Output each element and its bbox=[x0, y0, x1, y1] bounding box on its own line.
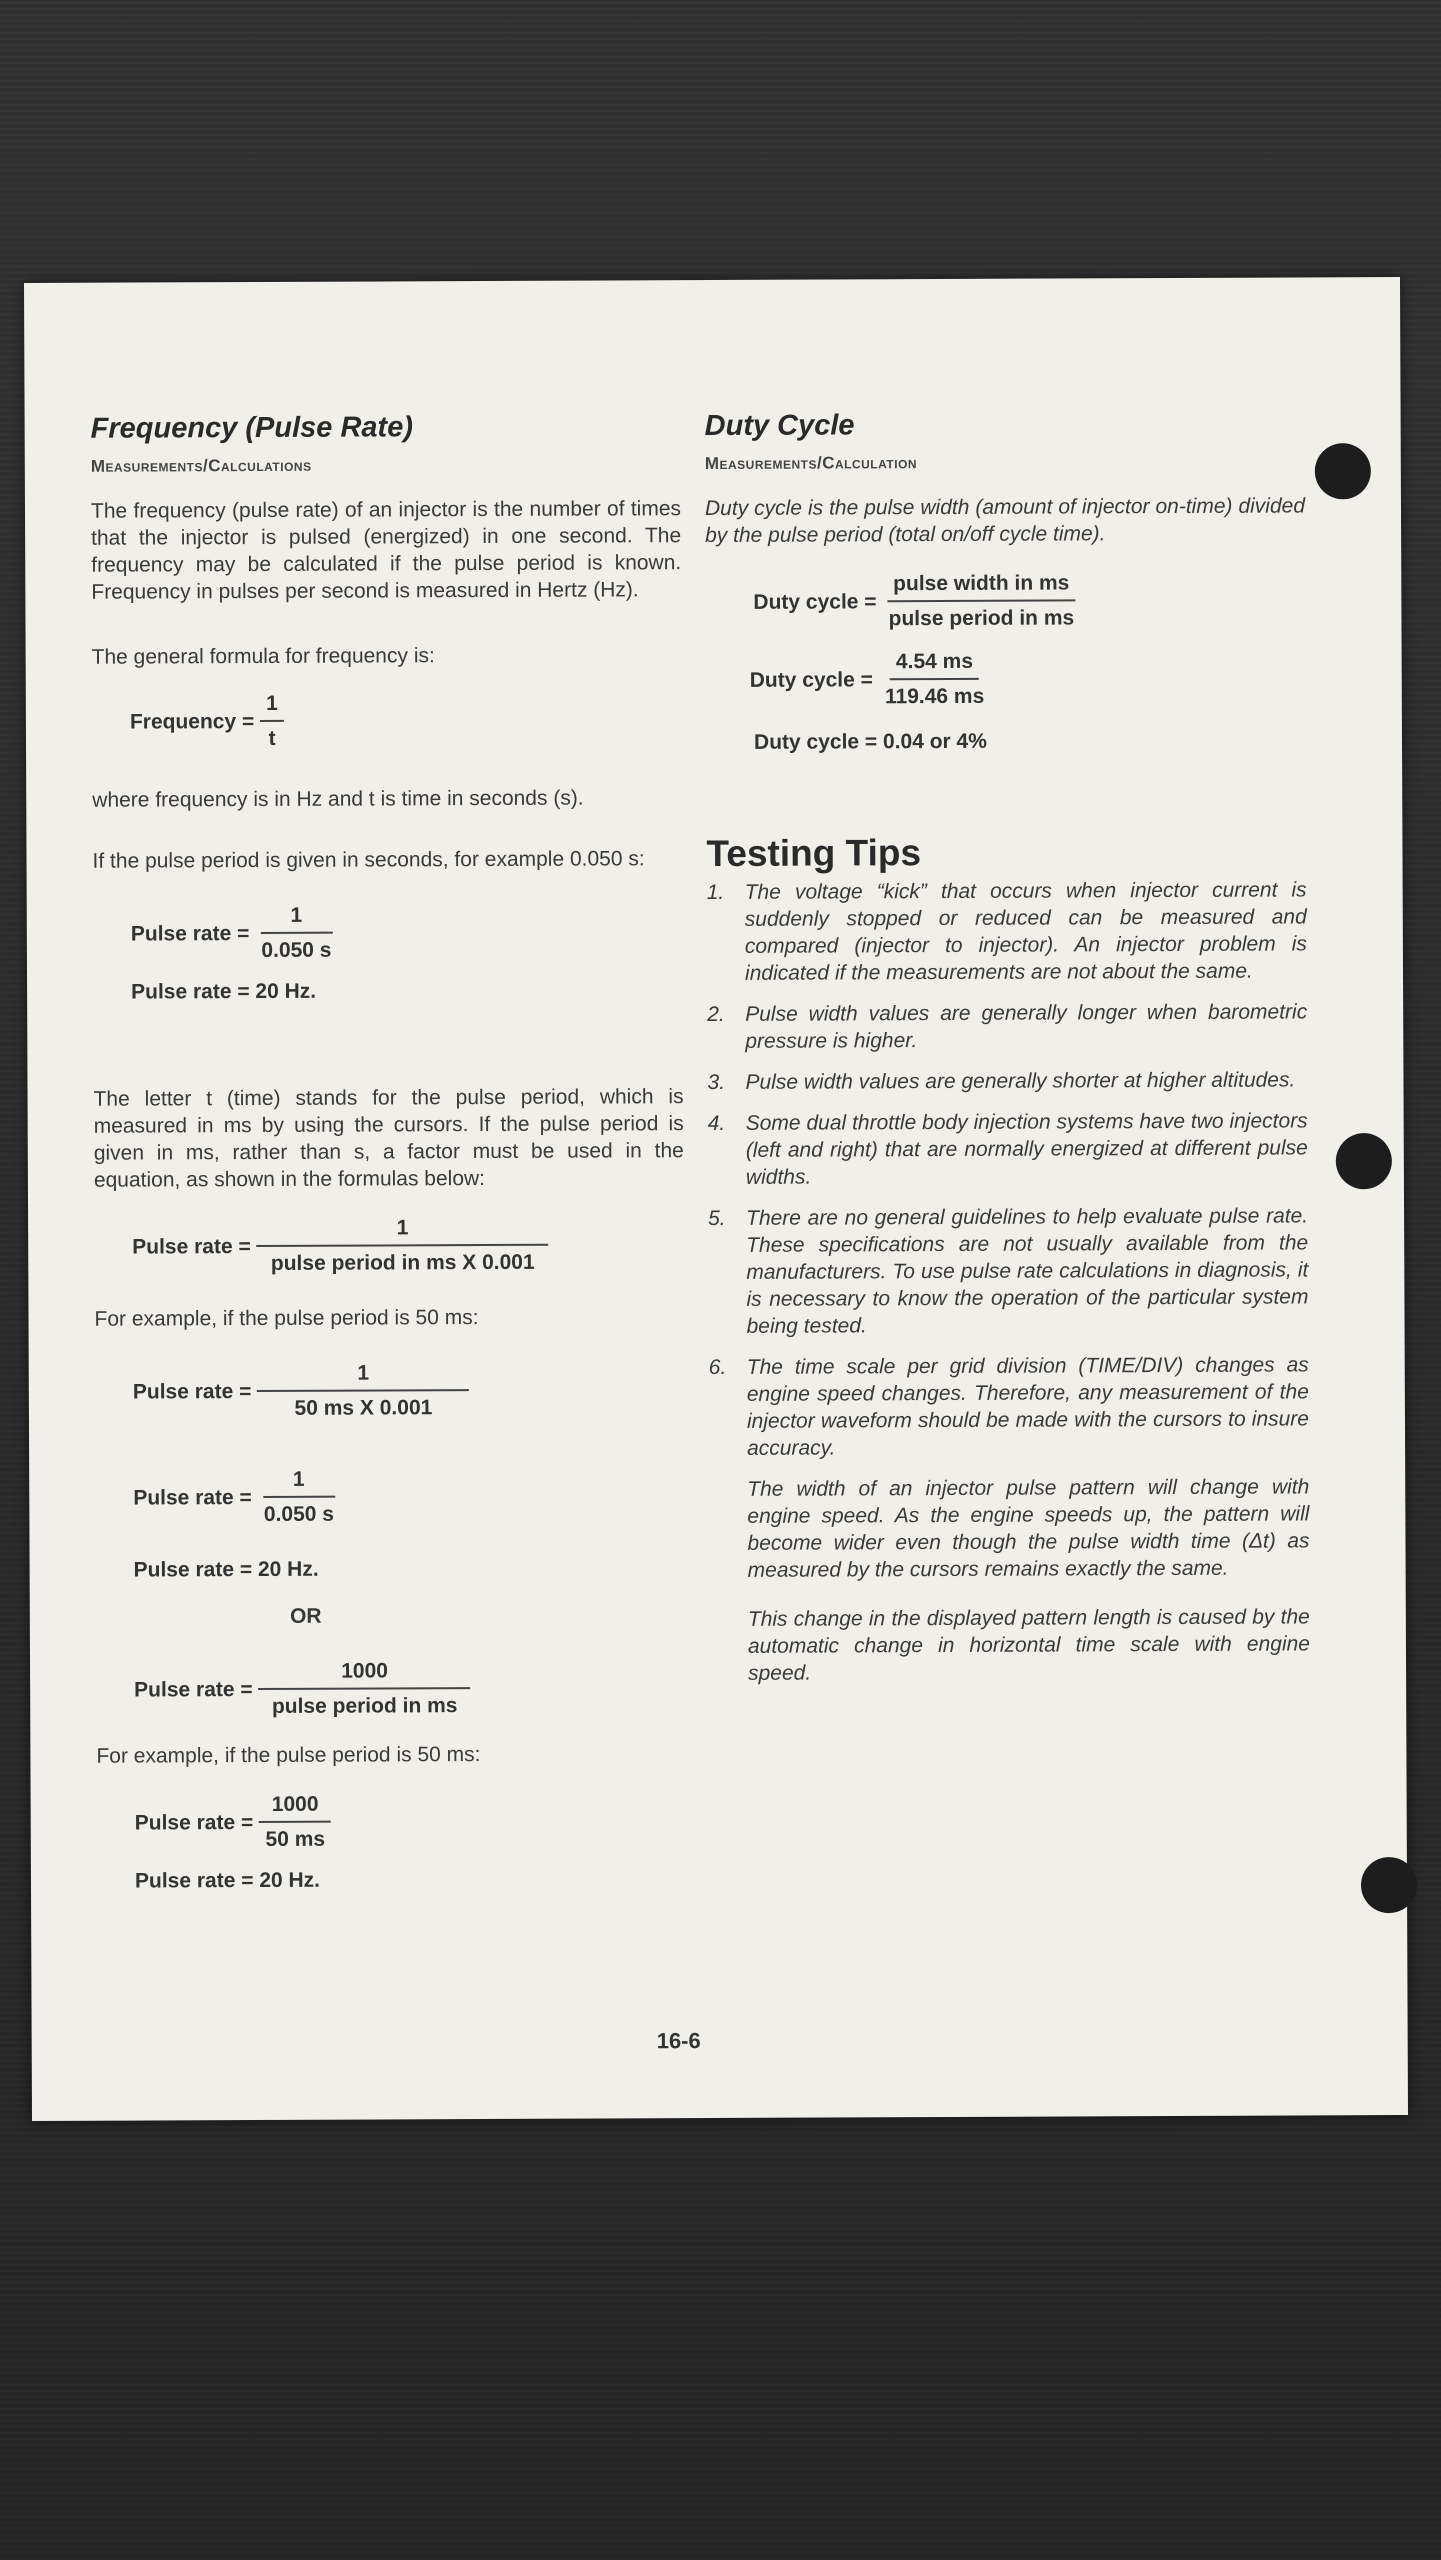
formula-frequency bbox=[130, 688, 682, 752]
result-20hz: Pulse rate = 20 Hz. bbox=[133, 1557, 319, 1582]
denominator: 50 ms bbox=[265, 1827, 326, 1851]
denominator: 0.050 s bbox=[261, 938, 332, 962]
testing-tips-title: Testing Tips bbox=[706, 832, 922, 875]
list-item bbox=[707, 876, 1307, 987]
denominator: 119.46 ms bbox=[884, 684, 985, 709]
numerator: 1 bbox=[263, 1466, 335, 1498]
item-number: 3. bbox=[707, 1070, 726, 1095]
list-item bbox=[708, 1202, 1309, 1340]
punch-hole bbox=[1361, 1857, 1417, 1913]
formula-duty-cycle-values bbox=[750, 646, 1306, 710]
fraction bbox=[879, 648, 991, 710]
result-20hz: Pulse rate = 20 Hz. bbox=[131, 979, 317, 1004]
numerator: 1 bbox=[257, 1214, 549, 1247]
numerator: 1 bbox=[260, 902, 332, 934]
item-text: Some dual throttle body injection systems have two injectors (left and right) that are normally energized at different pulse widths. bbox=[745, 1109, 1308, 1189]
testing-tips-list bbox=[707, 876, 1310, 1462]
frequency-intro: The frequency (pulse rate) of an injector is the number of times that the injector is pulsed (energized) in one second. The frequency may be calculated if the pulse period is known. Frequency in pulses per second is measured in Hertz (Hz). bbox=[90, 497, 682, 604]
duty-cycle-result: Duty cycle = 0.04 or 4% bbox=[753, 729, 987, 754]
numerator: 1 bbox=[257, 1359, 469, 1392]
formula-pulse-rate-ms-factor bbox=[132, 1213, 684, 1277]
example-text: For example, if the pulse period is 50 ms: bbox=[94, 1306, 479, 1331]
formula-lhs: Duty cycle = bbox=[749, 667, 873, 692]
punch-hole bbox=[1336, 1133, 1392, 1189]
list-item bbox=[708, 1107, 1308, 1191]
item-text: The time scale per grid division (TIME/DIV) changes as engine speed changes. Therefore, any measurement of the injector waveform should be made with the cursors to insure accuracy. bbox=[746, 1353, 1310, 1460]
duty-cycle-intro: Duty cycle is the pulse width (amount of injector on-time) divided by the pulse period (total on/off cycle time). bbox=[704, 494, 1306, 548]
numerator: 1000 bbox=[259, 1791, 331, 1823]
note-pulse-width: The width of an injector pulse pattern will change with engine speed. As the engine speeds up, the pattern will become wider even though the pulse width time (Δt) as measured by the cursors remains exactly the same. bbox=[747, 1475, 1310, 1582]
item-number: 1. bbox=[706, 880, 725, 905]
formula-lhs: Pulse rate = bbox=[132, 1234, 251, 1259]
denominator: 0.050 s bbox=[263, 1502, 334, 1526]
denominator: t bbox=[268, 726, 276, 750]
item-number: 6. bbox=[708, 1355, 727, 1380]
left-column bbox=[91, 408, 687, 1895]
item-text: Pulse width values are generally shorter at higher altitudes. bbox=[745, 1068, 1296, 1094]
formula-lhs: Duty cycle = bbox=[753, 589, 877, 614]
result-20hz: Pulse rate = 20 Hz. bbox=[134, 1868, 321, 1893]
fraction bbox=[257, 1359, 469, 1422]
item-text: Pulse width values are generally longer when barometric pressure is higher. bbox=[745, 1000, 1308, 1053]
numerator: 4.54 ms bbox=[890, 648, 979, 680]
fraction bbox=[255, 902, 337, 964]
formula-lhs: Pulse rate = bbox=[133, 1485, 252, 1510]
formula-pulse-rate-0050 bbox=[133, 1464, 685, 1528]
punch-hole bbox=[1315, 443, 1371, 499]
section-subhead: Measurements/Calculation bbox=[704, 453, 918, 474]
item-text: There are no general guidelines to help evaluate pulse rate. These specifications are not usually available from the manufacturers. To use pulse rate calculations in diagnosis, it is necessary to know the operation of the particular system being tested. bbox=[746, 1204, 1309, 1338]
numerator: 1000 bbox=[258, 1657, 470, 1690]
list-item bbox=[709, 1351, 1309, 1462]
formula-pulse-rate-seconds bbox=[131, 900, 683, 964]
list-item bbox=[707, 998, 1307, 1055]
item-text: The voltage “kick” that occurs when injector current is suddenly stopped or reduced can be measured and compared (injector to injector). An injector problem is indicated if the measurements are not about the same. bbox=[744, 878, 1307, 985]
denominator: pulse period in ms bbox=[888, 606, 1075, 631]
right-column bbox=[705, 405, 1311, 1687]
denominator: pulse period in ms X 0.001 bbox=[270, 1250, 535, 1275]
numerator: 1 bbox=[260, 690, 284, 722]
formula-lhs: Pulse rate = bbox=[132, 1379, 252, 1404]
formula-lhs: Pulse rate = bbox=[130, 921, 250, 946]
fraction bbox=[257, 1214, 549, 1277]
page-number: 16-6 bbox=[656, 2028, 701, 2054]
section-subhead: Measurements/Calculations bbox=[90, 455, 312, 476]
formula-pulse-rate-50ms bbox=[133, 1358, 685, 1422]
item-number: 5. bbox=[708, 1206, 726, 1231]
formula-lhs: Pulse rate = bbox=[134, 1810, 254, 1835]
fraction bbox=[258, 1657, 470, 1720]
where-text: where frequency is in Hz and t is time in seconds (s). bbox=[92, 786, 584, 812]
formula-duty-cycle bbox=[753, 568, 1305, 632]
or-separator: OR bbox=[290, 1604, 322, 1628]
formula-pulse-rate-1000 bbox=[134, 1656, 686, 1720]
document-page bbox=[24, 277, 1408, 2121]
section-title-duty-cycle: Duty Cycle bbox=[704, 409, 855, 443]
if-seconds-text: If the pulse period is given in seconds, for example 0.050 s: bbox=[92, 847, 645, 873]
denominator: 50 ms X 0.001 bbox=[294, 1396, 433, 1420]
section-title-frequency: Frequency (Pulse Rate) bbox=[90, 411, 414, 445]
fraction bbox=[259, 1791, 331, 1853]
formula-lhs: Frequency = bbox=[129, 709, 255, 734]
formula-pulse-rate-1000-50 bbox=[135, 1789, 687, 1853]
note-time-scale: This change in the displayed pattern length is caused by the automatic change in horizontal time scale with engine speed. bbox=[747, 1605, 1310, 1685]
letter-t-text: The letter t (time) stands for the pulse period, which is measured in ms by using the cursors. If the pulse period is given in ms, rather than s, a factor must be used in the equation, as shown in the formulas below: bbox=[93, 1085, 684, 1192]
list-item bbox=[707, 1066, 1307, 1096]
item-number: 2. bbox=[707, 1002, 725, 1027]
fraction bbox=[260, 690, 284, 752]
formula-lhs: Pulse rate = bbox=[134, 1677, 253, 1702]
denominator: pulse period in ms bbox=[271, 1694, 458, 1718]
numerator: pulse width in ms bbox=[887, 569, 1075, 602]
general-formula-text: The general formula for frequency is: bbox=[91, 644, 435, 669]
item-number: 4. bbox=[707, 1111, 726, 1136]
example-text: For example, if the pulse period is 50 ms: bbox=[96, 1743, 481, 1768]
fraction bbox=[258, 1466, 340, 1528]
fraction bbox=[882, 569, 1080, 632]
